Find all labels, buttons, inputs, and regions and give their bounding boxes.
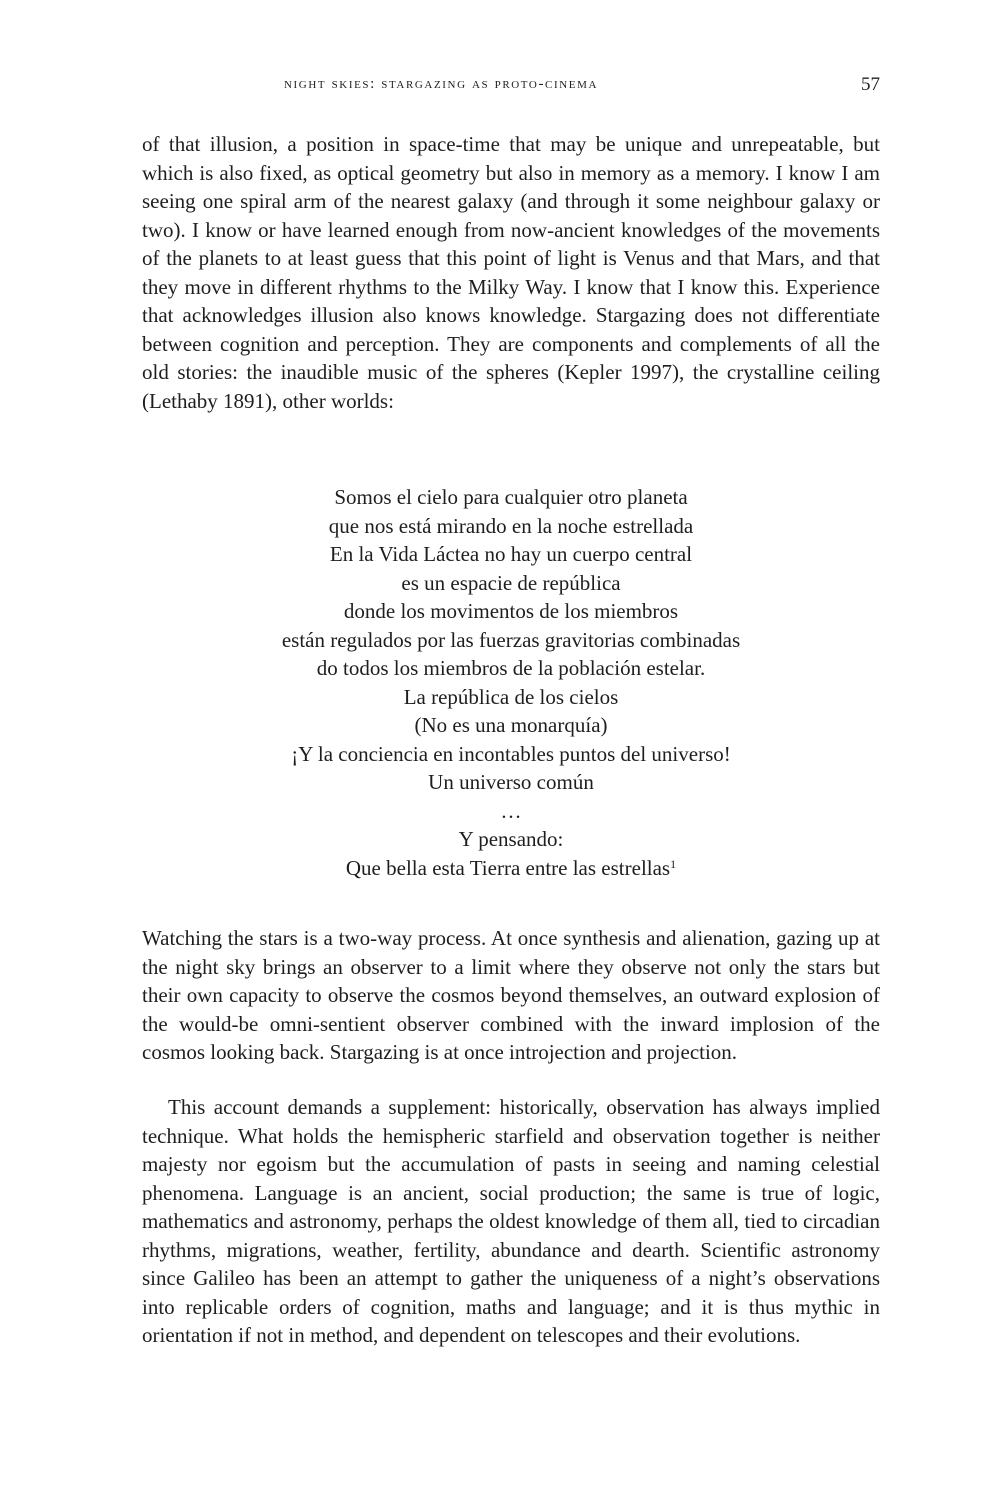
paragraph-indented: This account demands a supplement: historically, observation has always implied technique. What holds the hemispheric starfield and observation together is neither majesty nor egoism but the accumulation of pasts in seeing and naming celestial phenomena. Language is an ancient, social production; the same is true of logic, mathematics and astronomy, perhaps the oldest knowledge of them all, tied to circadian rhythms, migrations, weather, fertility, abundance and dearth. Scientific astronomy since Galileo has been an attempt to gather the uniqueness of a night’s observations into replicable orders of cognition, maths and language; and it is thus mythic in orientation if not in method, and dependent on telescopes and their evolutions. xyxy=(142,1095,880,1347)
paragraph-continued: of that illusion, a position in space-time that may be unique and unrepeatable, but which is also fixed, as optical geometry but also in memory as a memory. I know I am seeing one spiral arm of the nearest galaxy (and through it some neighbour galaxy or two). I know or have learned enough from now-ancient knowledges of the movements of the planets to at least guess that this point of light is Venus and that Mars, and that they move in different rhythms to the Milky Way. I know that I know this. Experience that acknowledges illusion also knows knowledge. Stargazing does not differentiate between cognition and perception. They are components and complements of all the old stories: the inaudible music of the spheres (Kepler 1997), the crystalline ceiling (Lethaby 1891), other worlds: xyxy=(142,132,880,413)
verse-line: La república de los cielos xyxy=(403,684,619,709)
verse-line: Y pensando: xyxy=(458,827,564,851)
running-title: night skies: stargazing as proto-cinema xyxy=(284,76,599,92)
verse-line-text: Que bella esta Tierra entre las estrellas xyxy=(345,855,671,880)
verse-line: que nos está mirando en la noche estrellada xyxy=(328,513,694,538)
verse-quotation xyxy=(142,483,880,882)
verse-line: donde los movimentos de los miembros xyxy=(343,599,679,623)
paragraph: Watching the stars is a two-way process. At once synthesis and alienation, gazing up at the night sky brings an observer to a limit where they observe not only the stars but their own capacity to observe the cosmos beyond themselves, an outward explosion of the would-be omni-sentient observer combined with the inward implosion of the cosmos looking back. Stargazing is at once introjection and projection. xyxy=(142,926,880,1064)
verse-line: es un espacie de república xyxy=(401,570,621,595)
verse-line: ¡Y la conciencia en incontables puntos del universo! xyxy=(291,741,731,766)
running-head xyxy=(142,72,880,100)
verse-ellipsis: … xyxy=(500,798,522,823)
verse-line: Somos el cielo para cualquier otro planeta xyxy=(334,485,688,509)
verse-line: do todos los miembros de la población estelar. xyxy=(316,656,706,680)
verse-line: están regulados por las fuerzas gravitorias combinadas xyxy=(281,627,741,652)
footnote-marker[interactable]: 1 xyxy=(670,856,677,871)
verse-line: En la Vida Láctea no hay un cuerpo central xyxy=(329,542,693,566)
verse-line: Un universo común xyxy=(428,770,594,794)
verse-line: (No es una monarquía) xyxy=(414,713,608,737)
book-page xyxy=(142,0,880,1500)
page-number: 57 xyxy=(861,74,880,95)
verse-last-line xyxy=(142,854,880,883)
